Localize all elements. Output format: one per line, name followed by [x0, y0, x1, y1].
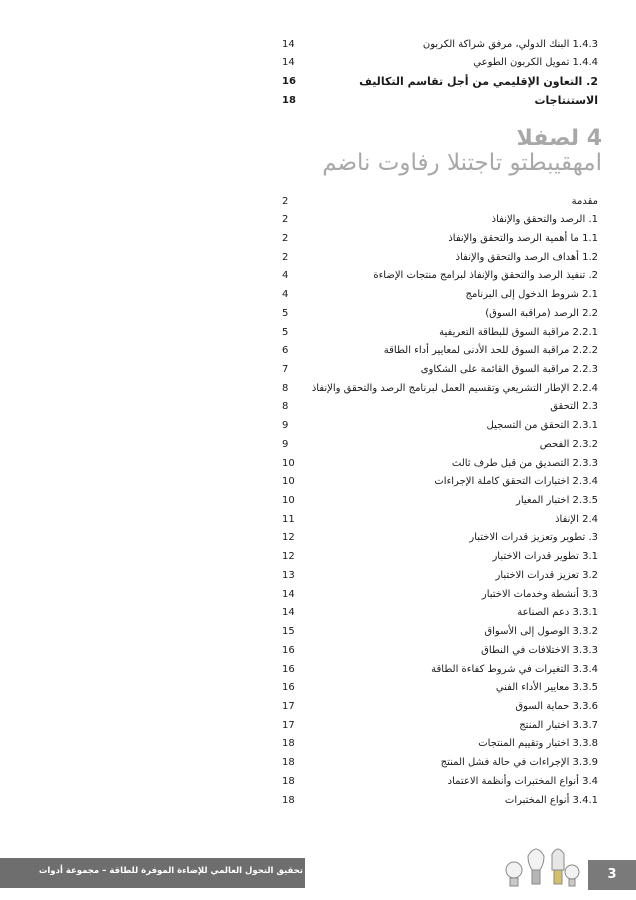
toc-entry[interactable] — [282, 473, 598, 491]
toc-entry-page: 12 — [282, 532, 295, 544]
toc-entry-title: 3.3.2 الوصول إلى الأسواق — [484, 626, 598, 638]
toc-entry-page: 12 — [282, 551, 295, 563]
toc-entry[interactable] — [282, 492, 598, 510]
toc-entry-page: 2 — [282, 214, 289, 226]
chapter-title: امهقيبطتو تاجتنلا رفاوت ناضم — [322, 150, 602, 176]
toc-entry-title: 2. التعاون الإقليمي من أجل تقاسم التكاليف — [359, 74, 598, 88]
toc-entry-title: 3.3 أنشطة وخدمات الاختبار — [481, 588, 598, 600]
toc-entry[interactable] — [282, 192, 598, 210]
page-number: 3 — [588, 860, 636, 890]
toc-entry-title: 3.3.6 حماية السوق — [515, 700, 598, 712]
toc-entry-page: 14 — [282, 588, 295, 600]
toc-entry-title: 3.4.1 أنواع المختبرات — [504, 794, 598, 806]
toc-entry-title: 2.3.5 اختبار المعيار — [515, 495, 598, 507]
toc-entry-title: 2.2.1 مراقبة السوق للبطاقة التعريفية — [439, 326, 598, 338]
toc-entry[interactable] — [282, 398, 598, 416]
toc-entry-title: 3.3.9 الإجراءات في حالة فشل المنتج — [440, 757, 598, 769]
toc-entry-title: الاستنتاجات — [534, 93, 598, 107]
toc-entry-page: 4 — [282, 270, 289, 282]
toc-entry-title: مقدمة — [571, 195, 598, 207]
toc-entry-page: 10 — [282, 495, 295, 507]
toc-entry-page: 9 — [282, 420, 289, 432]
toc-entry[interactable] — [282, 454, 598, 472]
toc-entry-page: 18 — [282, 775, 295, 787]
toc-entry-page: 16 — [282, 75, 296, 87]
toc-entry-title: 2.3.1 التحقق من التسجيل — [486, 420, 598, 432]
toc-entry[interactable] — [282, 286, 598, 304]
toc-entry-title: 2.3 التحقق — [550, 401, 598, 413]
toc-entry[interactable] — [282, 379, 598, 397]
toc-entry[interactable] — [282, 267, 598, 285]
toc-entry-title: 3.3.8 اختبار وتقييم المنتجات — [478, 738, 598, 750]
toc-entry-title: 2.3.3 التصديق من قبل طرف ثالث — [451, 457, 598, 469]
toc-entry-title: 2.1 شروط الدخول إلى البرنامج — [465, 289, 598, 301]
toc-entry[interactable] — [282, 229, 598, 247]
toc-entry[interactable] — [282, 623, 598, 641]
toc-entry-page: 5 — [282, 307, 289, 319]
toc-entry-page: 6 — [282, 345, 289, 357]
toc-entry-title: 3. تطوير وتعزيز قدرات الاختبار — [469, 532, 598, 544]
toc-entry-page: 2 — [282, 232, 289, 244]
toc-entry[interactable] — [282, 679, 598, 697]
toc-entry[interactable] — [282, 510, 598, 528]
toc-entry[interactable] — [282, 754, 598, 772]
toc-entry[interactable] — [282, 772, 598, 790]
toc-entry-page: 16 — [282, 644, 295, 656]
toc-entry-title: 2.3.4 اختبارات التحقق كاملة الإجراءات — [434, 476, 598, 488]
toc-entry[interactable] — [282, 566, 598, 584]
light-bulbs-icon — [500, 836, 582, 892]
toc-entry-title: 2.2.2 مراقبة السوق للحد الأدنى لمعايير أداء الطاقة — [383, 345, 598, 357]
toc-entry-page: 18 — [282, 94, 296, 106]
toc-entry-title: 3.3.4 التغيرات في شروط كفاءة الطاقة — [431, 663, 598, 675]
toc-entry-page: 14 — [282, 57, 295, 69]
toc-entry-page: 8 — [282, 382, 289, 394]
toc-entry-page: 10 — [282, 457, 295, 469]
toc-entry-page: 18 — [282, 738, 295, 750]
toc-entry[interactable] — [282, 641, 598, 659]
toc-entry-page: 10 — [282, 476, 295, 488]
toc-entry[interactable] — [282, 91, 598, 109]
toc-entry-title: 3.4 أنواع المختبرات وأنظمة الاعتماد — [447, 775, 598, 787]
toc-entry[interactable] — [282, 35, 598, 53]
toc-entry-title: 1.1 ما أهمية الرصد والتحقق والإنفاذ — [448, 232, 598, 244]
footer-title: تحقيق التحول العالمي للإضاءة الموفرة للطاقة – مجموعة أدوات — [38, 866, 303, 876]
toc-entry-title: 2.3.2 الفحص — [539, 438, 598, 450]
toc-entry-title: 1.4.3 البنك الدولي، مرفق شراكة الكربون — [422, 38, 598, 50]
toc-entry[interactable] — [282, 529, 598, 547]
toc-entry-page: 2 — [282, 195, 289, 207]
toc-entry-title: 3.1 تطوير قدرات الاختبار — [492, 551, 598, 563]
toc-entry-title: 3.3.3 الاختلافات في النطاق — [481, 644, 598, 656]
toc-entry[interactable] — [282, 54, 598, 72]
toc-entry[interactable] — [282, 360, 598, 378]
toc-entry[interactable] — [282, 323, 598, 341]
toc-entry[interactable] — [282, 791, 598, 809]
toc-entry-title: 3.3.7 اختبار المنتج — [519, 719, 598, 731]
toc-entry-title: 2.2 الرصد (مراقبة السوق) — [485, 307, 598, 319]
toc-entry[interactable] — [282, 660, 598, 678]
toc-entry-page: 13 — [282, 569, 295, 581]
toc-entry[interactable] — [282, 435, 598, 453]
toc-entry-title: 3.2 تعزيز قدرات الاختبار — [495, 569, 598, 581]
toc-entry-title: 2. تنفيذ الرصد والتحقق والإنفاذ لبرامج منتجات الإضاءة — [373, 270, 598, 282]
toc-entry-page: 7 — [282, 363, 289, 375]
toc-entry[interactable] — [282, 211, 598, 229]
toc-entry[interactable] — [282, 248, 598, 266]
toc-entry[interactable] — [282, 716, 598, 734]
toc-entry-title: 1.2 أهداف الرصد والتحقق والإنفاذ — [455, 251, 598, 263]
toc-entry-page: 16 — [282, 663, 295, 675]
toc-entry[interactable] — [282, 417, 598, 435]
toc-entry[interactable] — [282, 585, 598, 603]
toc-entry[interactable] — [282, 604, 598, 622]
toc-entry[interactable] — [282, 697, 598, 715]
toc-entry-title: 3.3.5 معايير الأداء الفني — [495, 682, 598, 694]
toc-entry-page: 14 — [282, 607, 295, 619]
toc-entry-page: 15 — [282, 626, 295, 638]
toc-entry[interactable] — [282, 72, 598, 90]
toc-entry-title: 3.3.1 دعم الصناعة — [517, 607, 598, 619]
toc-entry-title: 2.2.4 الإطار التشريعي وتقسيم العمل لبرنامج الرصد والتحقق والإنفاذ — [311, 382, 598, 394]
toc-entry-title: 1.4.4 تمويل الكربون الطوعي — [473, 57, 598, 69]
toc-entry-page: 17 — [282, 719, 295, 731]
toc-entry-page: 2 — [282, 251, 289, 263]
toc-entry-title: 1. الرصد والتحقق والإنفاذ — [491, 214, 598, 226]
toc-entry-page: 18 — [282, 794, 295, 806]
toc-entry-title: 2.2.3 مراقبة السوق القائمة على الشكاوى — [420, 363, 598, 375]
toc-entry[interactable] — [282, 548, 598, 566]
toc-entry[interactable] — [282, 735, 598, 753]
toc-entry-page: 9 — [282, 438, 289, 450]
toc-entry-page: 5 — [282, 326, 289, 338]
chapter-number: 4 لصفلا — [516, 126, 602, 151]
toc-entry-title: 2.4 الإنفاذ — [555, 513, 598, 525]
toc-entry-page: 18 — [282, 757, 295, 769]
toc-entry-page: 8 — [282, 401, 289, 413]
toc-entry-page: 4 — [282, 289, 289, 301]
toc-entry[interactable] — [282, 304, 598, 322]
toc-entry-page: 11 — [282, 513, 295, 525]
toc-entry-page: 16 — [282, 682, 295, 694]
toc-entry[interactable] — [282, 342, 598, 360]
toc-entry-page: 14 — [282, 38, 295, 50]
toc-entry-page: 17 — [282, 700, 295, 712]
